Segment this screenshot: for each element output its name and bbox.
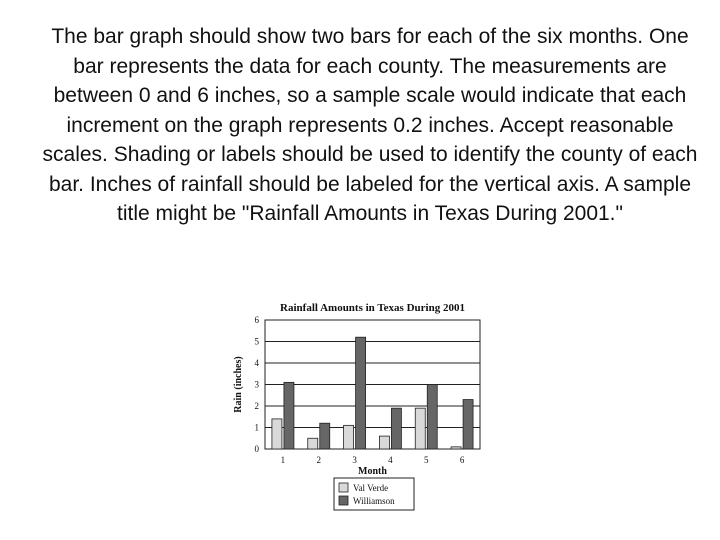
x-tick-label: 3 — [352, 455, 357, 465]
legend-label: Williamson — [353, 496, 395, 506]
bar-williamson-2 — [320, 423, 330, 449]
bar-williamson-6 — [463, 400, 473, 449]
x-axis-label: Month — [358, 466, 387, 477]
y-tick-label: 2 — [254, 401, 259, 411]
x-tick-label: 1 — [280, 455, 286, 465]
y-tick-label: 5 — [254, 336, 259, 347]
chart-title: Rainfall Amounts in Texas During 2001 — [280, 302, 465, 314]
bar-williamson-4 — [391, 408, 401, 449]
y-tick-label: 1 — [254, 422, 259, 433]
x-tick-label: 4 — [388, 455, 393, 465]
bar-val-verde-3 — [344, 425, 354, 449]
y-tick-label: 4 — [254, 358, 259, 368]
bar-williamson-1 — [284, 382, 294, 449]
bar-williamson-5 — [427, 385, 437, 450]
y-axis-label: Rain (inches) — [233, 356, 244, 413]
x-tick-label: 5 — [424, 455, 429, 465]
bar-val-verde-6 — [451, 447, 461, 449]
caption-text: The bar graph should show two bars for each of the six months. One bar represents the data for each county. The measurements are between 0 and 6 inches, so a sample scale would indicate that each increment on the graph represents 0.2 inches. Accept reasonable scales. Shading or labels should be used to identify the county of each bar. Inches of rainfall should be labeled for the vertical axis. A sample title might be "Rainfall Amounts in Texas During 2001." — [42, 25, 698, 225]
bar-val-verde-1 — [272, 419, 282, 449]
bar-val-verde-5 — [415, 408, 425, 449]
bar-val-verde-2 — [308, 438, 318, 449]
rainfall-chart — [228, 294, 490, 514]
x-tick-label: 6 — [459, 455, 465, 465]
legend-swatch — [339, 496, 348, 505]
chart-svg — [228, 294, 490, 514]
bar-val-verde-4 — [379, 436, 389, 449]
legend-swatch — [339, 483, 348, 492]
legend-label: Val Verde — [353, 483, 389, 493]
x-tick-label: 2 — [316, 455, 321, 465]
y-tick-label: 6 — [254, 315, 259, 325]
bar-williamson-3 — [356, 337, 366, 449]
y-tick-label: 0 — [254, 444, 259, 454]
y-tick-label: 3 — [254, 379, 259, 390]
